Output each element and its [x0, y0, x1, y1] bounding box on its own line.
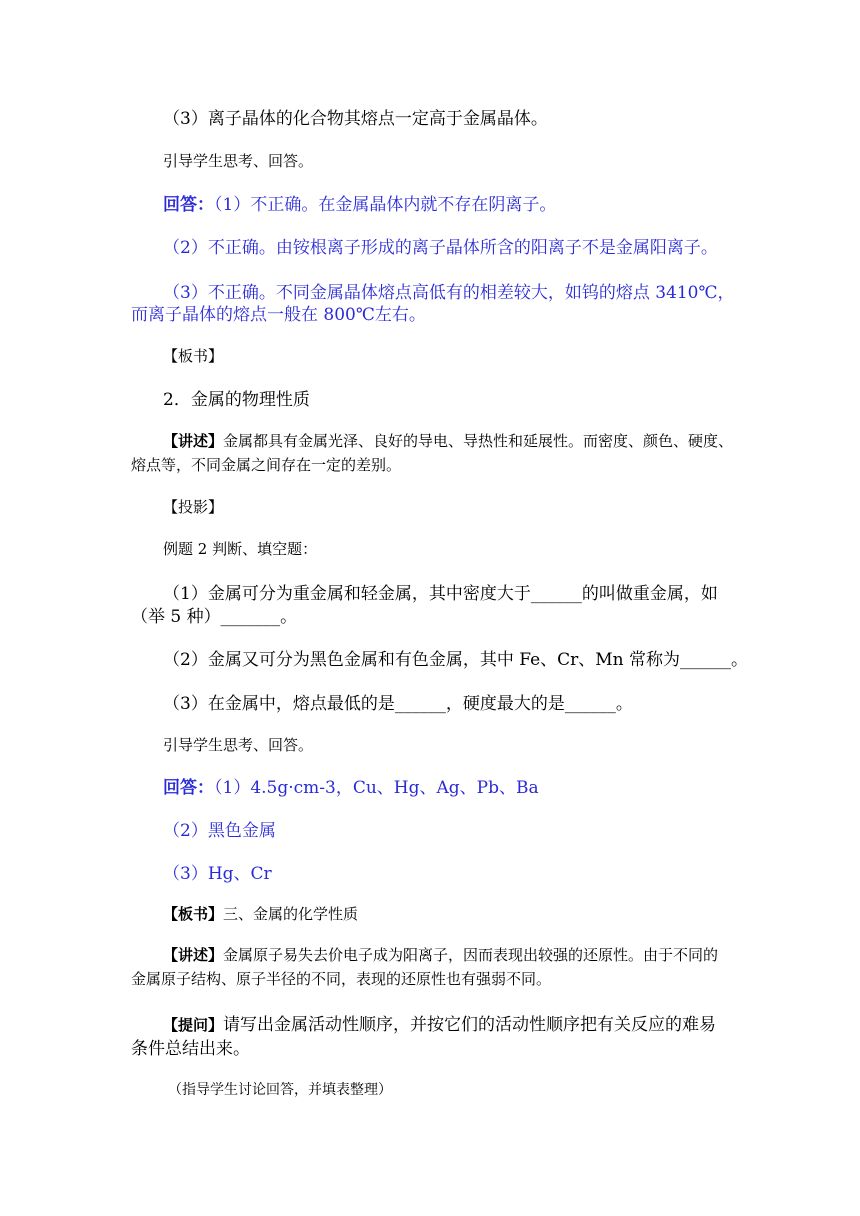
lecture-tag: 【讲述】 [163, 432, 224, 450]
question-tag: 【提问】 [163, 1016, 224, 1034]
answer-1-text: （1）不正确。在金属晶体内就不存在阴离子。 [214, 195, 557, 215]
paragraph-ionic-crystal-claim: （3）离子晶体的化合物其熔点一定高于金属晶体。 [163, 109, 548, 129]
question-2: （2）金属又可分为黑色金属和有色金属，其中 Fe、Cr、Mn 常称为______。 [163, 650, 749, 670]
question-prompt-text: 请写出金属活动性顺序，并按它们的活动性顺序把有关反应的难易 [223, 1015, 717, 1035]
lecture-physical-line-2: 熔点等，不同金属之间存在一定的差别。 [131, 456, 402, 474]
paragraph-guide-students: 引导学生思考、回答。 [163, 152, 314, 170]
answer-b-label: 回答： [163, 778, 214, 798]
lecture-physical-text: 金属都具有金属光泽、良好的导电、导热性和延展性。而密度、颜色、硬度、 [223, 432, 734, 450]
question-1-line-2: （举 5 种）_______。 [131, 607, 298, 627]
answer-label: 回答： [163, 195, 214, 215]
board-chemical-properties [163, 903, 358, 924]
answer-b-1 [163, 773, 539, 798]
board-label: 【板书】 [163, 347, 224, 365]
answer-2: （2）不正确。由铵根离子形成的离子晶体所含的阳离子不是金属阳离子。 [163, 238, 718, 258]
lecture-physical-line-1 [163, 430, 733, 451]
question-3: （3）在金属中，熔点最低的是______，硬度最大的是______。 [163, 694, 633, 714]
guide-note: （指导学生讨论回答，并填表整理） [168, 1082, 392, 1098]
example-2-title: 例题 2 判断、填空题： [163, 540, 318, 558]
lecture-tag-2: 【讲述】 [163, 946, 224, 964]
heading-physical-properties: 2．金属的物理性质 [163, 390, 310, 410]
answer-b-2: （2）黑色金属 [163, 821, 276, 841]
lecture-chemical-text: 金属原子易失去价电子成为阳离子，因而表现出较强的还原性。由于不同的 [223, 946, 719, 964]
question-prompt-line-1 [163, 1010, 716, 1035]
question-1-line-1: （1）金属可分为重金属和轻金属，其中密度大于______的叫做重金属，如 [163, 584, 718, 604]
projection-label: 【投影】 [163, 498, 224, 516]
answer-b-1-text: （1）4.5g·cm-3，Cu、Hg、Ag、Pb、Ba [214, 778, 539, 798]
answer-1 [163, 190, 556, 215]
lecture-chemical-line-1 [163, 944, 718, 965]
board-chemical-text: 三、金属的化学性质 [223, 905, 359, 923]
paragraph-guide-students-2: 引导学生思考、回答。 [163, 736, 314, 754]
answer-3-line-1: （3）不正确。不同金属晶体熔点高低有的相差较大，如钨的熔点 3410℃， [163, 283, 735, 303]
question-prompt-line-2: 条件总结出来。 [131, 1039, 250, 1059]
answer-3-line-2: 而离子晶体的熔点一般在 800℃左右。 [131, 305, 426, 325]
board-tag: 【板书】 [163, 905, 224, 923]
lecture-chemical-line-2: 金属原子结构、原子半径的不同，表现的还原性也有强弱不同。 [131, 970, 552, 988]
answer-b-3: （3）Hg、Cr [163, 864, 272, 884]
